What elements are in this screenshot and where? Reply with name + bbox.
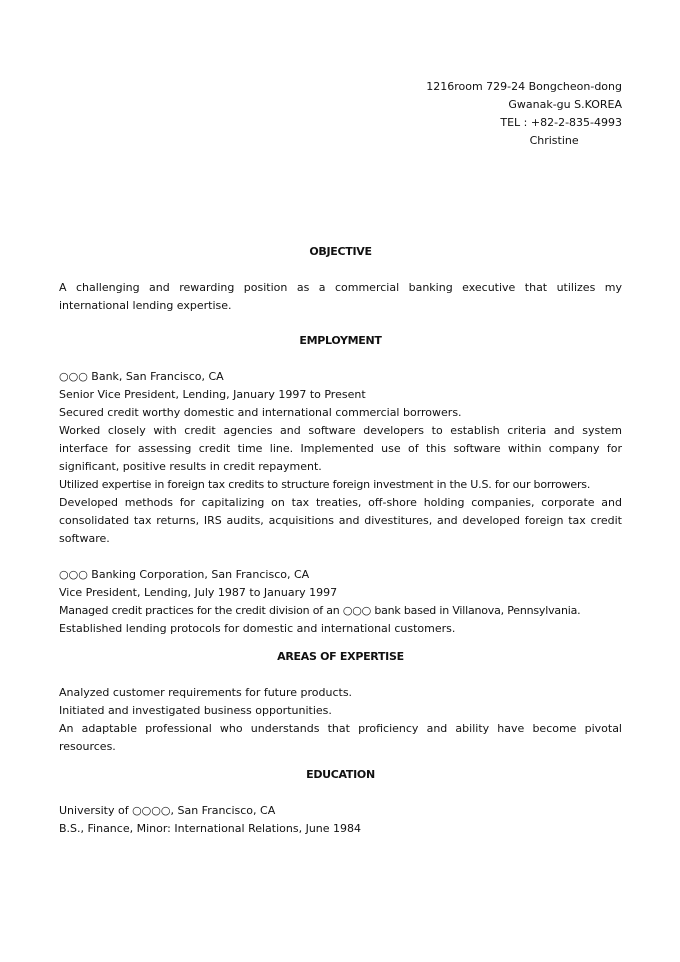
job-1-duty-1: Secured credit worthy domestic and international commercial borrowers. <box>59 406 462 419</box>
phone-number: TEL : +82-2-835-4993 <box>500 116 622 129</box>
employment-heading: EMPLOYMENT <box>299 334 382 347</box>
job-1-title: Senior Vice President, Lending, January 1997 to Present <box>59 388 366 401</box>
job-2-duty-1: Managed credit practices for the credit division of an ○○○ bank based in Villanova, Pennsylvania. <box>59 604 581 617</box>
expertise-item-3: An adaptable professional who understands that proficiency and ability have become pivotal resources. <box>59 722 622 753</box>
job-1-duty-2: Worked closely with credit agencies and software developers to establish criteria and system interface for assessing credit time line. Implemented use of this software within company for significant, positive results in credit repayment. <box>59 424 622 473</box>
contact-block <box>426 78 622 150</box>
job-1-duty-3: Utilized expertise in foreign tax credits to structure foreign investment in the U.S. for our borrowers. <box>59 478 591 491</box>
objective-text: A challenging and rewarding position as a commercial banking executive that utilizes my international lending expertise. <box>59 281 622 312</box>
job-1-company: ○○○ Bank, San Francisco, CA <box>59 370 224 383</box>
address-line-1: 1216room 729-24 Bongcheon-dong <box>426 80 622 93</box>
expertise-heading: AREAS OF EXPERTISE <box>277 650 404 663</box>
expertise-item-1: Analyzed customer requirements for future products. <box>59 686 353 699</box>
job-2-duty-2: Established lending protocols for domestic and international customers. <box>59 622 456 635</box>
job-2-company: ○○○ Banking Corporation, San Francisco, CA <box>59 568 310 581</box>
resume-body <box>59 243 622 838</box>
expertise-item-2: Initiated and investigated business opportunities. <box>59 704 332 717</box>
job-1-duty-4: Developed methods for capitalizing on tax treaties, off-shore holding companies, corporate and consolidated tax returns, IRS audits, acquisitions and divestitures, and developed foreign tax credit software. <box>59 496 622 545</box>
objective-heading: OBJECTIVE <box>309 245 372 258</box>
education-school: University of ○○○○, San Francisco, CA <box>59 804 276 817</box>
education-degree: B.S., Finance, Minor: International Relations, June 1984 <box>59 822 362 835</box>
job-2-title: Vice President, Lending, July 1987 to January 1997 <box>59 586 338 599</box>
applicant-name: Christine <box>529 134 579 147</box>
education-heading: EDUCATION <box>306 768 375 781</box>
address-line-2: Gwanak-gu S.KOREA <box>508 98 622 111</box>
